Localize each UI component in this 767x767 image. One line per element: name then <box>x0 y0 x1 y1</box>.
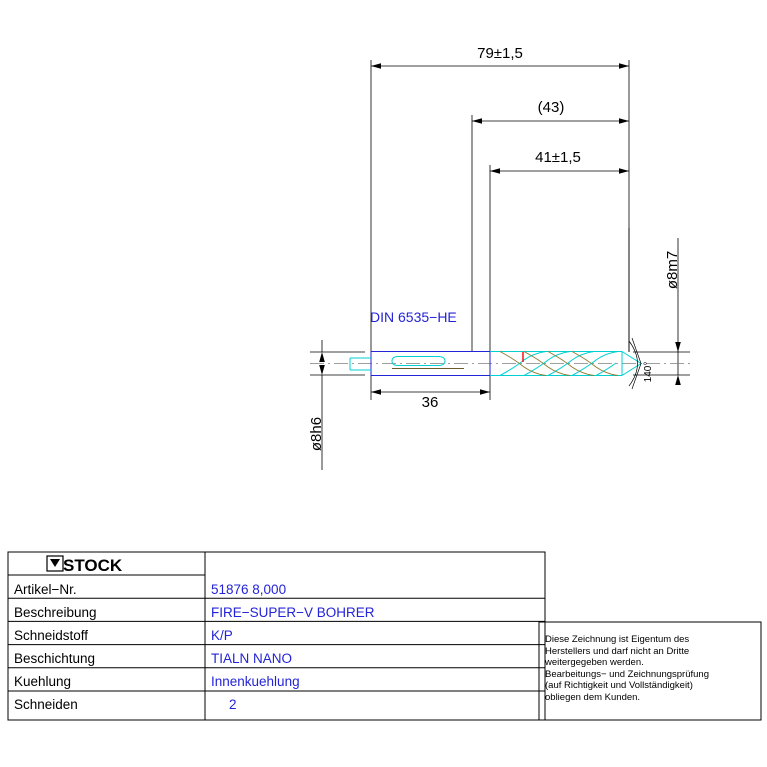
title-row-value-0 <box>211 581 286 599</box>
legal-note-line-0: Diese Zeichnung ist Eigentum des <box>545 634 690 645</box>
title-row-label-0 <box>14 581 77 599</box>
label-artikel-nr: Artikel−Nr. <box>14 582 77 597</box>
title-row-value-2 <box>211 627 233 645</box>
label-schneiden: Schneiden <box>14 697 78 712</box>
title-row-label-3 <box>14 650 95 668</box>
title-row-value-4 <box>211 673 300 691</box>
label-beschreibung: Beschreibung <box>14 605 97 620</box>
title-row-label-1 <box>14 604 97 622</box>
dim-shank-length-text: 36 <box>421 394 439 411</box>
value-kuehlung: Innenkuehlung <box>211 674 300 689</box>
legal-note-line-3: Bearbeitungs− und Zeichnungsprüfung <box>545 668 709 680</box>
legal-note-line-1: Herstellers und darf nicht an Dritte <box>545 645 690 657</box>
label-schneidstoff: Schneidstoff <box>14 628 89 643</box>
title-row-value-3 <box>211 650 292 668</box>
dim-cutting-diameter-text: ø8m7 <box>664 250 681 290</box>
dim-point-angle-text: 140° <box>643 361 654 383</box>
value-beschreibung: FIRE−SUPER−V BOHRER <box>211 605 375 620</box>
label-kuehlung: Kuehlung <box>14 674 72 689</box>
value-artikel-nr: 51876 8,000 <box>211 582 287 597</box>
value-beschichtung: TIALN NANO <box>211 651 293 666</box>
legal-note-line-2: weitergegeben werden. <box>545 657 644 668</box>
dim-overall-length-text: 79±1,5 <box>477 45 523 62</box>
legal-note-line-5: obliegen dem Kunden. <box>545 691 641 703</box>
dim-shank-diameter-text: ø8h6 <box>308 416 325 452</box>
legal-note-text <box>545 634 759 703</box>
value-schneidstoff: K/P <box>211 628 233 643</box>
dim-flute-length-text: 41±1,5 <box>535 149 581 166</box>
title-row-label-4 <box>14 673 71 691</box>
title-row-label-5 <box>14 696 78 714</box>
title-row-value-5 <box>229 696 237 714</box>
title-row-label-2 <box>14 627 88 645</box>
legal-note-line-4: (auf Richtigkeit und Vollständigkeit) <box>545 680 693 691</box>
title-row-value-1 <box>211 604 375 622</box>
din-standard-label: DIN 6535−HE <box>370 309 457 325</box>
label-beschichtung: Beschichtung <box>14 651 96 666</box>
dim-bracket-length-text: (43) <box>537 99 565 116</box>
stock-logo-text: STOCK <box>63 556 123 575</box>
value-schneiden: 2 <box>229 697 237 712</box>
